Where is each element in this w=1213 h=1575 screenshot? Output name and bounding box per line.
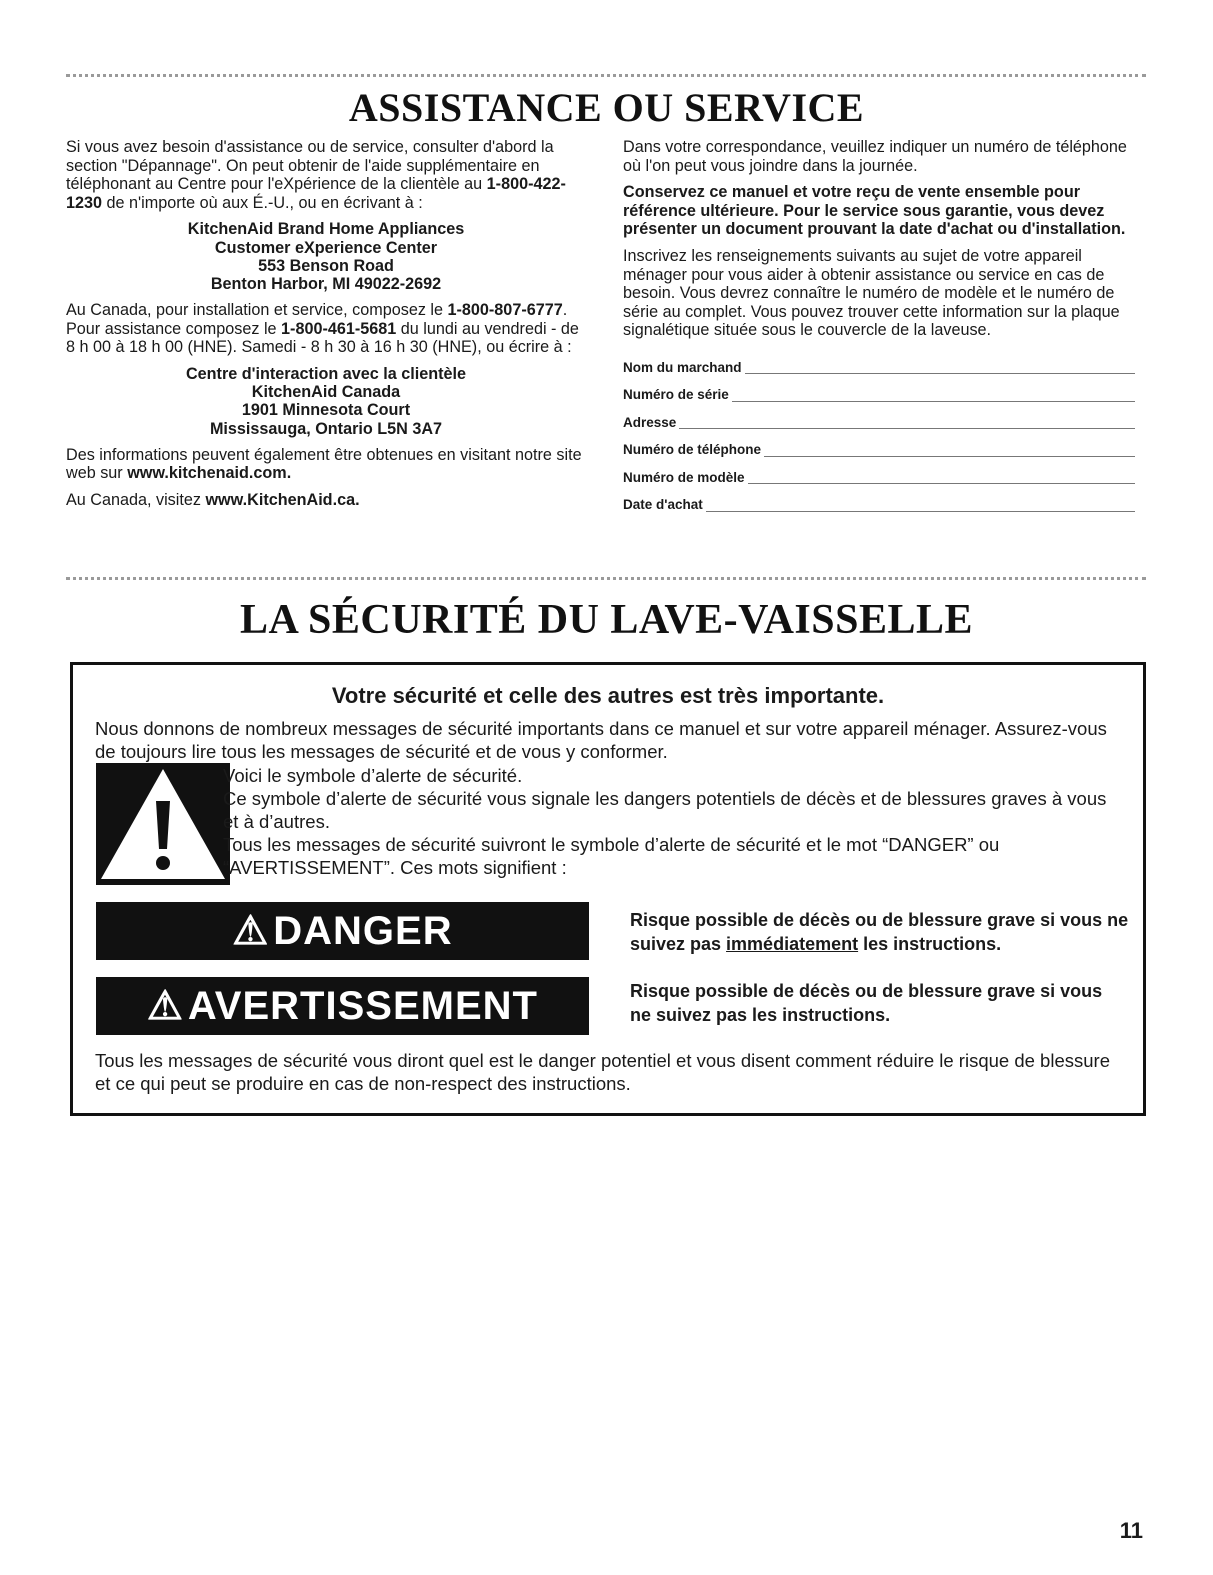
middle-dotted-rule [66,577,1146,580]
safety-box [70,662,1146,1116]
us-mailing-address: KitchenAid Brand Home Appliances Customer eXperience Center 553 Benson Road Benton Harbor, MI 49022-2692 [187,220,465,293]
field-address[interactable]: Adresse [623,405,1135,433]
alert-triangle-icon: ⚠ [147,984,184,1028]
website-link-us[interactable]: www.kitchenaid.com. [127,464,292,483]
website-link-canada[interactable]: www.KitchenAid.ca. [205,490,360,509]
keep-manual-notice: Conservez ce manuel et votre reçu de vente ensemble pour référence ultérieure. Pour le service sous garantie, vous devez présenter un document prouvant la date d'achat ou d'installation. [623,183,1126,239]
safety-alert-symbol [96,763,230,885]
record-form [623,350,1135,515]
record-info-paragraph: Inscrivez les renseignements suivants au sujet de votre appareil ménager pour vous aider à obtenir assistance ou service en cas de besoin. Vous devrez connaître le numéro de modèle et le numéro de série au complet. Vous pouvez trouver cette information sur la plaque signalétique située sous le couvercle de la laveuse. [623,246,1120,340]
assistance-left-column [66,138,586,518]
field-phone-number[interactable]: Numéro de téléphone [623,432,1135,460]
warning-description: Risque possible de décès ou de blessure grave si vous ne suivez pas les instructions. [630,981,1103,1025]
correspondence-paragraph: Dans votre correspondance, veuillez indiquer un numéro de téléphone où l'on peut vous joindre dans la journée. [623,138,1127,175]
field-purchase-date[interactable]: Date d'achat [623,487,1135,515]
section-title-assistance: ASSISTANCE OU SERVICE [348,85,865,130]
safety-box-title: Votre sécurité et celle des autres est très importante. [331,683,885,708]
field-dealer-name[interactable]: Nom du marchand [623,350,1135,378]
alert-triangle-icon: ⚠ [232,909,270,953]
assistance-paragraph-1: Si vous avez besoin d'assistance ou de service, consulter d'abord la section "Dépannage". On peut obtenir de l'aide supplémentaire en téléphonant au Centre pour l'eXpérience de la clientèle au 1-800-422-1230 de n'importe où aux É.-U., ou en écrivant à : [66,138,566,212]
safety-intro: Nous donnons de nombreux messages de sécurité importants dans ce manuel et sur votre appareil ménager. Assurez-vous de toujours lire tous les messages de sécurité et de vous y conformer. [95,718,1107,762]
field-model-number[interactable]: Numéro de modèle [623,460,1135,488]
canada-assistance-phone: 1-800-461-5681 [281,319,397,338]
warning-banner: ⚠ AVERTISSEMENT [96,977,589,1035]
website-paragraph-canada: Au Canada, visitez www.KitchenAid.ca. [66,490,360,509]
page-number: 11 [1119,1518,1143,1543]
website-paragraph: Des informations peuvent également être obtenues en visitant notre site web sur www.kitchenaid.com. [66,445,582,483]
field-serial-number[interactable]: Numéro de série [623,377,1135,405]
top-dotted-rule [66,74,1146,77]
warning-triangle-icon [96,763,230,885]
danger-banner: ⚠ DANGER [96,902,589,960]
danger-description: Risque possible de décès ou de blessure grave si vous ne suivez pas immédiatement les instructions. [630,910,1129,954]
symbol-description: Voici le symbole d’alerte de sécurité. Ce symbole d’alerte de sécurité vous signale les dangers potentiels de décès et de blessures graves à vous et à d’autres. Tous les messages de sécurité suivront le symbole d’alerte de sécurité et le mot “DANGER” ou “AVERTISSEMENT”. Ces mots signifient : [223,765,1107,878]
safety-closing: Tous les messages de sécurité vous diront quel est le danger potentiel et vous disent comment réduire le risque de blessure et ce qui peut se produire en cas de non-respect des instructions. [95,1050,1110,1094]
assistance-paragraph-canada: Au Canada, pour installation et service, composez le 1-800-807-6777. Pour assistance composez le 1-800-461-5681 du lundi au vendredi - de 8 h 00 à 18 h 00 (HNE). Samedi - 8 h 30 à 16 h 30 (HNE), ou écrire à : [66,301,579,357]
us-phone-number: 1-800-422-1230 [66,175,566,212]
section-title-safety: LA SÉCURITÉ DU LAVE-VAISSELLE [239,597,974,643]
canada-install-phone: 1-800-807-6777 [447,301,563,320]
assistance-right-column [623,138,1143,515]
canada-mailing-address: Centre d'interaction avec la clientèle KitchenAid Canada 1901 Minnesota Court Mississauga, Ontario L5N 3A7 [185,364,467,438]
